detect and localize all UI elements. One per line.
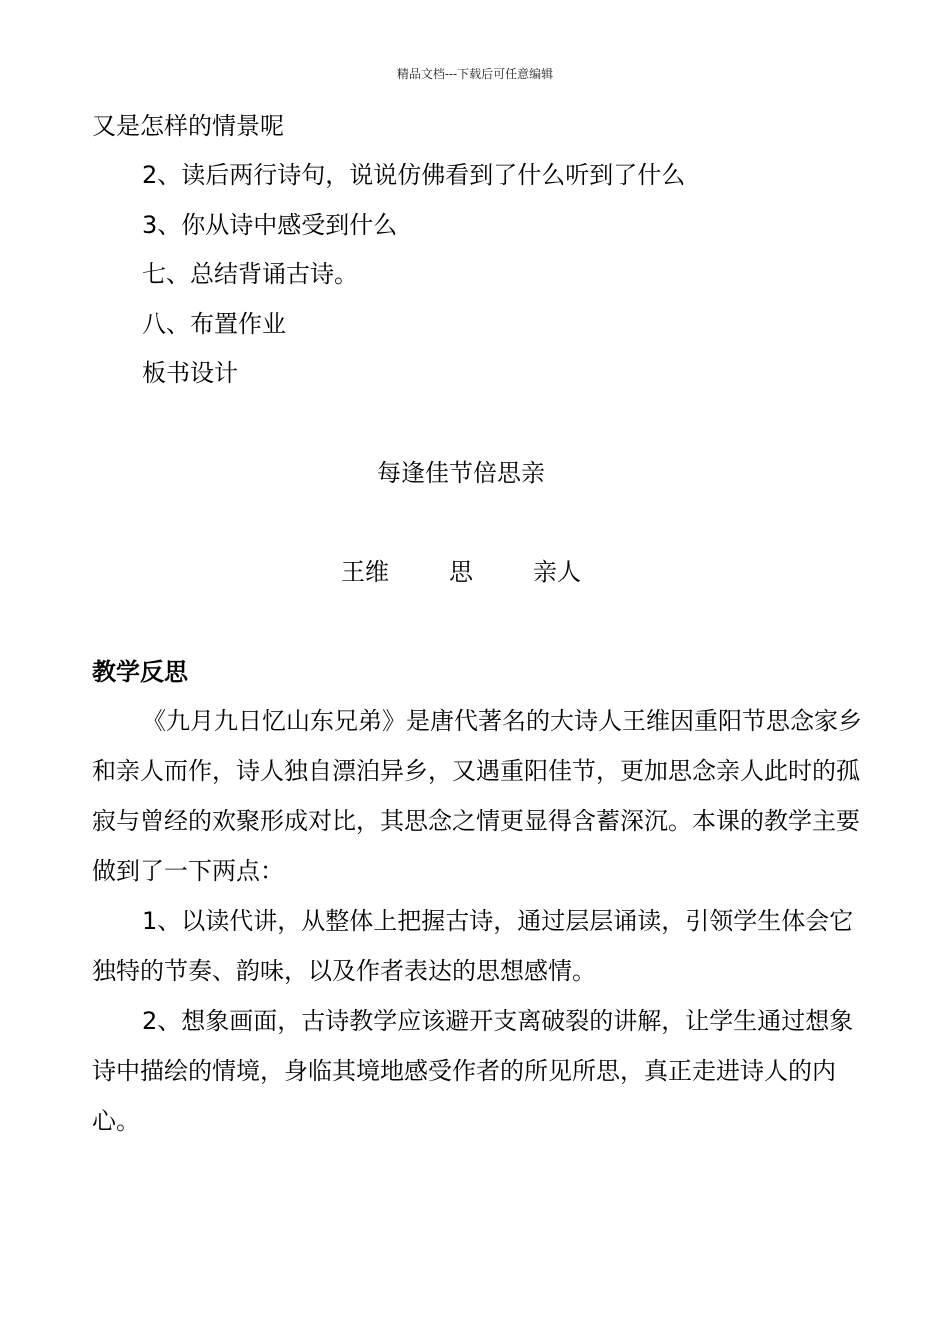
board-word-family: 亲人 bbox=[533, 558, 581, 586]
board-words bbox=[0, 557, 922, 587]
text-line-6: 板书设计 bbox=[142, 359, 238, 387]
text-line-1: 又是怎样的情景呢 bbox=[92, 112, 284, 140]
board-word-think: 思 bbox=[449, 558, 473, 586]
text-line-2: 2、读后两行诗句，说说仿佛看到了什么听到了什么 bbox=[142, 161, 686, 189]
board-word-author: 王维 bbox=[341, 558, 389, 586]
reflection-paragraph-2: 1、以读代讲，从整体上把握古诗，通过层层诵读，引领学生体会它独特的节奏、韵味，以及作者表达的思想感情。 bbox=[92, 907, 854, 985]
text-line-5: 八、布置作业 bbox=[142, 310, 286, 338]
reflection-paragraph-3: 2、想象画面，古诗教学应该避开支离破裂的讲解，让学生通过想象诗中描绘的情境，身临其境地感受作者的所见所思，真正走进诗人的内心。 bbox=[92, 1007, 854, 1135]
reflection-paragraph-1: 《九月九日忆山东兄弟》是唐代著名的大诗人王维因重阳节思念家乡和亲人而作，诗人独自漂泊异乡，又遇重阳佳节，更加思念亲人此时的孤寂与曾经的欢聚形成对比，其思念之情更显得含蓄深沉。本课的教学主要做到了一下两点： bbox=[92, 707, 862, 885]
board-title: 每逢佳节倍思亲 bbox=[377, 459, 545, 487]
page-header: 精品文档---下载后可任意编辑 bbox=[396, 67, 554, 81]
text-line-4: 七、总结背诵古诗。 bbox=[142, 260, 358, 288]
reflection-body bbox=[92, 696, 862, 1146]
reflection-heading: 教学反思 bbox=[92, 658, 188, 686]
text-line-3: 3、你从诗中感受到什么 bbox=[142, 211, 398, 239]
